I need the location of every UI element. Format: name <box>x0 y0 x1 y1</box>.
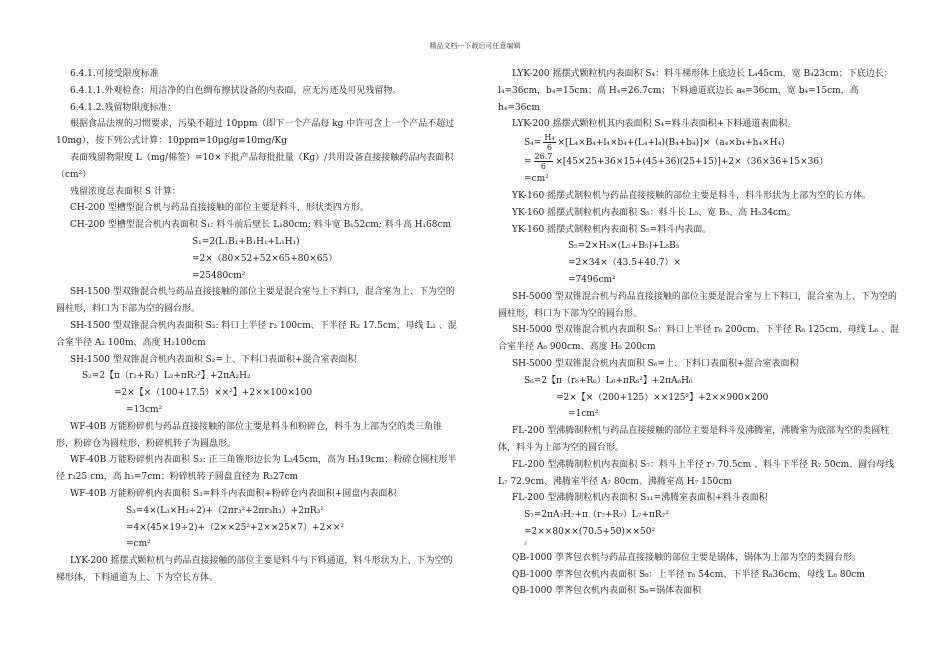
s4-fraction-values: $\frac{26.7}{6}$ <box>534 152 553 172</box>
paragraph: ² <box>524 540 527 549</box>
paragraph: =4×(45×19÷2)+（2××25²+2××25×7）+2××² <box>126 522 344 533</box>
paragraph: S₆=2【π（r₆+R₆）L₆+πR₆²】+2πA₆H₆ <box>524 375 693 386</box>
paragraph: YK-160 摇摆式制粒机内表面积 S₅=料斗内表面。 <box>512 224 712 235</box>
s4-formula: S₄= $\frac{\text{H₄}}{6}$ ×[L₄×B₄+l₄×b₄+(L₄+l₄)(B₄+b₄)]×（a₄×b₄+h₄×H₄） <box>524 133 791 153</box>
paragraph: 6.4.1.可接受限度标准 <box>70 69 159 79</box>
paragraph: 6.4.1.1.外观检查：用洁净的白色绸布擦拭设备的内表面，应无污迹及可见残留物。 <box>70 85 402 96</box>
paragraph: FL-200 型沸腾制粒机内表面积 S₇：料斗上半径 r₇ 70.5cm 、料斗下半径 R₇ 50cm、圆台母线 L₇ 72.9cm、沸腾室半径 A₇ 80cm、沸腾室高 H₇ 150cm <box>498 459 895 487</box>
paragraph: =2×（80×52+52×65+80×65） <box>192 253 338 264</box>
left-column <box>56 66 460 587</box>
paragraph: S₁=2(L₁B₁+B₁H₁+L₁H₁) <box>192 236 300 247</box>
paragraph: YK-160 摇摆式制粒机内表面积 S₅：料斗长 L₅、宽 B₅、高 H₅34cm。 <box>512 207 796 218</box>
paragraph: S₇=2πA₇H₇+π（r₇+R₇）L₇+πR₇² <box>524 510 669 521</box>
page-header: 精品文档---下载后可任意编辑 <box>429 42 521 50</box>
paragraph: LYK-200 摇摆式颗粒机内表面积 S₄：料斗梯形体上底边长 L₄45cm，宽 B₄23cm；下底边长：l₄=36cm，b₄=15cm；高 H₄=26.7cm；下料通道底边长 a₄=36cm，宽 b₄=15cm，高 h₄=36cm <box>498 69 893 113</box>
paragraph: =2×34×（43.5+40.7）× <box>568 258 681 269</box>
paragraph: S₅=2×H₅×(L₅+B₅)+L₅B₅ <box>568 241 680 252</box>
paragraph: SH-1500 型双锥混合机与药品直接接触的部位主要是混合室与上下料口，混合室为上、下为空的圆柱形，料口为下部为空的圆台形。 <box>56 287 455 315</box>
paragraph: FL-200 型沸腾制粒机与药品直接接触的部位主要是料斗及沸腾室，沸腾室为底部为空的类圆柱体，料斗为上部为空的圆台形。 <box>498 426 890 453</box>
paragraph: WF-40B 万能粉碎机内表面积 S₃: 正三角锥形边长为 L₃45cm，高为 H₃19cm；粉碎仓圆柱形半径 r₃25 cm，高 h₃=7cm；粉碎机转子圆盘直径为 R₃27cm <box>56 455 457 483</box>
paragraph: YK-160 摇摆式制粒机与药品直接接触的部位主要是料斗，料斗形状为上部为空的长方体。 <box>512 190 872 201</box>
paragraph: WF-40B 万能粉碎机内表面积 S₃=料斗内表面积+粉碎仓内表面积+圆盘内表面积 <box>70 488 397 499</box>
paragraph: 6.4.1.2.残留物限度标准： <box>70 102 177 113</box>
paragraph: 残留浓度总表面积 S 计算： <box>70 186 181 197</box>
paragraph: SH-5000 型双锥混合机内表面积 S₆=上、下料口表面积+混合室表面积 <box>512 358 799 369</box>
paragraph: =13cm² <box>126 404 163 415</box>
paragraph: =1cm² <box>568 409 599 420</box>
paragraph: =2××80××(70.5+50)××50² <box>524 526 656 537</box>
paragraph: =7496cm² <box>568 274 616 285</box>
paragraph: 根据食品法规的习惯要求，污染不超过 10ppm（即下一个产品每 kg 中许可含上一个产品不超过 10mg），按下列公式计算：10ppm=10μg/g≡10mg/Kg <box>56 119 455 147</box>
paragraph: SH-1500 型双锥混合机内表面积 S₂=上、下料口表面积+混合室表面积 <box>70 354 357 365</box>
paragraph: WF-40B 万能粉碎机与药品直接接触的部位主要是料斗和粉碎仓，料斗为上部为空的类三角锥形，粉碎仓为圆柱形，粉碎机转子为圆盘形。 <box>56 421 443 449</box>
paragraph: QB-1000 荸荠包衣机与药品直接接触的部位主要是锅体，锅体为上部为空的类圆台形。 <box>512 552 861 563</box>
paragraph: =cm² <box>126 539 151 550</box>
paragraph: CH-200 型槽型混合机内表面积 S₁: 料斗前后壁长 L₁80cm; 料斗宽 B₁52cm; 料斗高 H₁68cm <box>70 220 452 231</box>
paragraph: SH-5000 型双锥混合机与药品直接接触的部位主要是混合室与上下料口，混合室为上、下为空的圆柱形，料口为下部为空的圆台形。 <box>498 291 897 319</box>
paragraph: FL-200 型沸腾制粒机内表面积 S₁₁=沸腾室表面积+料斗表面积 <box>512 493 768 504</box>
paragraph: QB-1000 荸荠包衣机内表面积 S₈=锅体表面积 <box>512 586 702 597</box>
paragraph: SH-5000 型双锥混合机内表面积 S₆：料口上半径 r₆ 200cm、下半径 R₆ 125cm、母线 L₆ 、混合室半径 A₆ 900cm、高度 H₆ 200cm <box>498 325 900 353</box>
paragraph: QB-1000 荸荠包衣机内表面积 S₈：上半径 r₈ 54cm、下半径 R₈36cm、母线 L₈ 80cm <box>512 569 865 580</box>
paragraph: S₃=4×(L₃×H₃÷2)+（2πr₃²+2πr₃h₃）+2πR₃² <box>126 505 324 516</box>
paragraph: =2×【×（100+17.5）××²】+2××100×100 <box>114 388 313 399</box>
s4-fraction: $\frac{\text{H₄}}{6}$ <box>544 133 555 153</box>
paragraph: =25480cm² <box>192 270 246 281</box>
s4-formula-values: = $\frac{26.7}{6}$ ×[45×25+36×15+(45+36)(25+15)]+2×（36×36+15×36） <box>524 152 829 172</box>
paragraph: 表面残留物限度 L（mg/棉签）=10×下批产品每批批量（Kg）/共用设备直接接触药品内表面积（cm²） <box>56 152 454 180</box>
paragraph: LYK-200 摇摆式颗粒机与药品直接接触的部位主要是料斗与下料通道，料斗形状为上、下为空的梯形体，下料通道为上、下为空长方体。 <box>56 556 453 583</box>
paragraph: S₂=2【π（r₂+R₂）L₂+πR₂²】+2πA₂H₂ <box>82 371 251 382</box>
right-column <box>498 66 902 600</box>
s4-result: =cm² <box>524 174 549 185</box>
paragraph: SH-1500 型双锥混合机内表面积 S₂: 料口上半径 r₂ 100cm、下半径 R₂ 17.5cm、母线 L₂ 、混合室半径 A₂ 100m、高度 H₂100cm <box>56 320 457 348</box>
paragraph: =2×【×（200+125）××125²】+2××900×200 <box>556 392 769 403</box>
paragraph: CH-200 型槽型混合机与药品直接接触的部位主要是料斗，形状类四方形。 <box>70 203 369 214</box>
paragraph: LYK-200 摇摆式颗粒机其内表面积 S₄=料斗表面积+下料通道表面积。 <box>512 119 797 130</box>
